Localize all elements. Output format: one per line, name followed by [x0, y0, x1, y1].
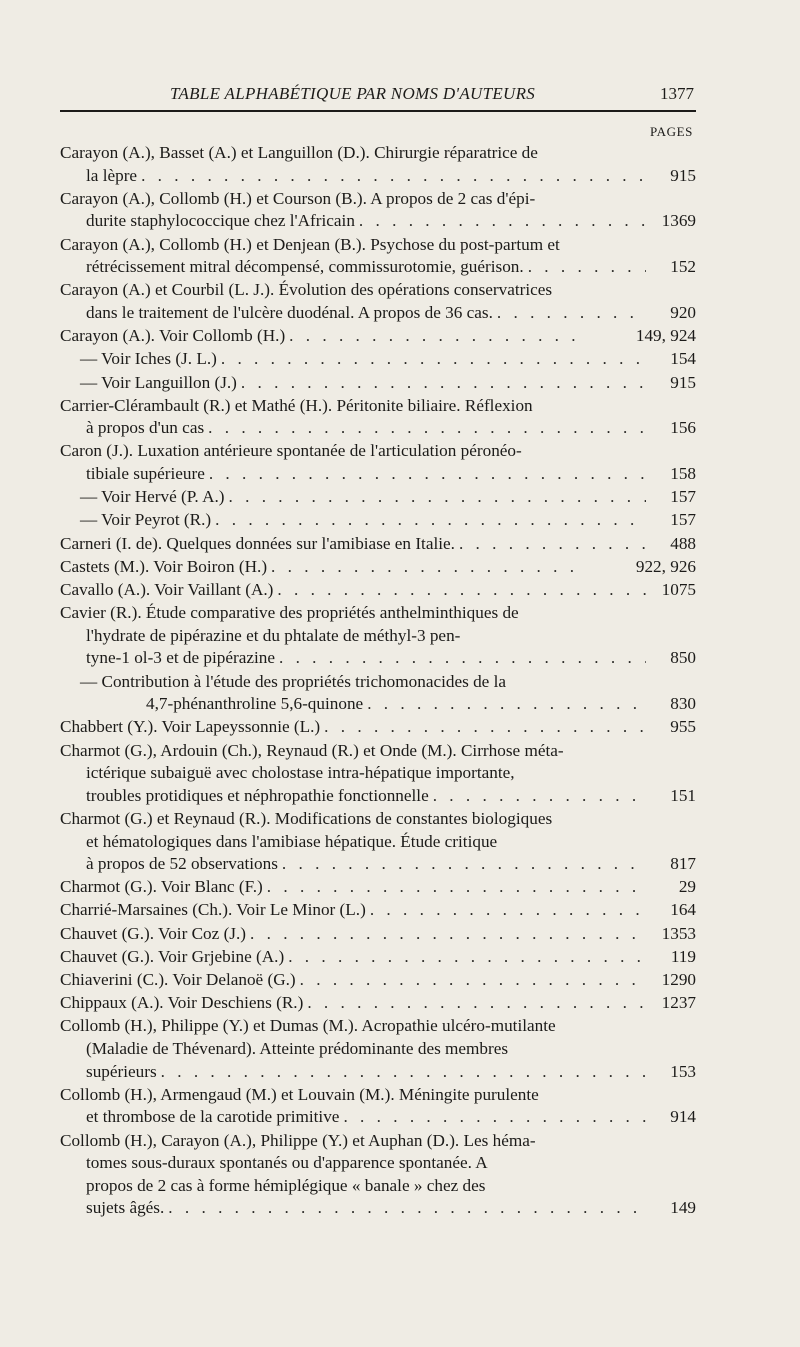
index-entry — [60, 533, 696, 556]
leader-dots — [359, 210, 646, 233]
page-reference: 151 — [670, 785, 696, 805]
leader-dots — [459, 533, 646, 556]
index-entry — [60, 509, 696, 532]
page-reference: 157 — [670, 487, 696, 507]
index-entry — [60, 234, 696, 279]
entry-text: Charrié-Marsaines (Ch.). Voir Le Minor (L.) — [60, 900, 366, 920]
page-number: 1377 — [660, 84, 694, 103]
entry-text: Chauvet (G.). Voir Grjebine (A.) — [60, 946, 285, 966]
page-reference: 850 — [670, 648, 696, 668]
entry-text: Cavallo (A.). Voir Vaillant (A.) — [60, 580, 274, 599]
index-entry — [60, 1084, 696, 1129]
entry-text: Collomb (H.), Philippe (Y.) et Dumas (M.). Acropathie ulcéro-mutilante — [60, 1016, 556, 1036]
leader-dots — [271, 556, 576, 579]
entry-line — [60, 142, 696, 165]
entry-last-line — [60, 923, 696, 946]
entry-last-line — [60, 417, 696, 440]
index-entry — [60, 142, 696, 187]
page-reference: 488 — [670, 533, 696, 553]
entry-last-line — [60, 693, 696, 716]
pages-column-heading: PAGES — [650, 124, 693, 139]
entry-line — [60, 1152, 696, 1175]
entry-line — [60, 762, 696, 785]
page-reference: 1075 — [661, 580, 696, 599]
index-entry — [60, 992, 696, 1015]
leader-dots — [528, 256, 646, 279]
page-reference: 154 — [670, 349, 696, 369]
leader-dots — [282, 853, 646, 876]
page-reference: 149, 924 — [635, 326, 696, 346]
page-reference: 157 — [670, 510, 696, 530]
entry-text: Carayon (A.). Voir Collomb (H.) — [60, 326, 286, 346]
leader-dots — [300, 969, 646, 992]
index-entry — [60, 808, 696, 876]
entry-text: Carayon (A.) et Courbil (L. J.). Évolution des opérations conservatrices — [60, 280, 553, 300]
index-entry — [60, 440, 696, 485]
index-entry — [60, 602, 696, 670]
entry-last-line — [60, 1061, 696, 1084]
entry-line — [60, 279, 696, 302]
page-reference: 152 — [670, 257, 696, 277]
entry-last-line — [60, 165, 696, 188]
entry-last-line — [60, 486, 696, 509]
entry-text: 4,7-phénanthroline 5,6-quinone — [146, 694, 364, 714]
entry-text: l'hydrate de pipérazine et du phtalate de méthyl-3 pen- — [86, 625, 461, 645]
entry-line — [60, 740, 696, 763]
entry-text: sujets âgés. — [86, 1198, 165, 1218]
page-reference: 915 — [670, 372, 696, 392]
entry-text: Castets (M.). Voir Boiron (H.) — [60, 556, 268, 576]
author-index-list — [60, 142, 696, 1221]
entry-last-line — [60, 899, 696, 922]
page-reference: 1237 — [661, 993, 696, 1013]
entry-text: — Voir Peyrot (R.) — [80, 510, 212, 530]
entry-last-line — [60, 325, 696, 348]
index-entry — [60, 556, 696, 579]
entry-line — [60, 395, 696, 418]
entry-text: (Maladie de Thévenard). Atteinte prédominante des membres — [86, 1039, 509, 1058]
leader-dots — [229, 486, 647, 509]
page-reference: 1290 — [661, 970, 696, 990]
entry-last-line — [60, 1106, 696, 1129]
index-entry — [60, 899, 696, 922]
entry-last-line — [60, 785, 696, 808]
entry-last-line — [60, 647, 696, 670]
leader-dots — [289, 325, 576, 348]
entry-text: Collomb (H.), Carayon (A.), Philippe (Y.) et Auphan (D.). Les héma- — [60, 1130, 536, 1150]
entry-last-line — [60, 992, 696, 1015]
entry-line — [60, 808, 696, 831]
entry-text: tyne-1 ol-3 et de pipérazine — [86, 648, 275, 668]
page-reference: 830 — [670, 694, 696, 714]
index-entry — [60, 716, 696, 739]
index-entry — [60, 740, 696, 808]
entry-line — [60, 1130, 696, 1153]
leader-dots — [367, 693, 646, 716]
page-reference: 914 — [670, 1107, 696, 1127]
page-reference: 922, 926 — [635, 556, 696, 576]
entry-last-line — [60, 556, 696, 579]
index-entry — [60, 1130, 696, 1220]
entry-text: Chabbert (Y.). Voir Lapeyssonnie (L.) — [60, 717, 321, 737]
page-reference: 158 — [670, 464, 696, 484]
entry-text: Chippaux (A.). Voir Deschiens (R.) — [60, 993, 304, 1013]
page-reference: 920 — [670, 302, 696, 322]
header-rule — [60, 110, 696, 112]
entry-last-line — [60, 210, 696, 233]
index-entry — [60, 946, 696, 969]
entry-text: Carayon (A.), Basset (A.) et Languillon (D.). Chirurgie réparatrice de — [60, 143, 538, 162]
index-entry — [60, 279, 696, 324]
page-reference: 1353 — [661, 923, 696, 943]
entry-text: — Voir Hervé (P. A.) — [80, 487, 225, 507]
entry-text: Carneri (I. de). Quelques données sur l'amibiase en Italie. — [60, 533, 455, 553]
entry-text: Caron (J.). Luxation antérieure spontanée de l'articulation péronéo- — [60, 441, 522, 461]
entry-text: rétrécissement mitral décompensé, commissurotomie, guérison. — [86, 257, 524, 277]
page-reference: 153 — [670, 1061, 696, 1081]
entry-line — [60, 234, 696, 257]
entry-last-line — [60, 256, 696, 279]
entry-last-line — [60, 716, 696, 739]
leader-dots — [277, 579, 646, 602]
page-reference: 156 — [670, 418, 696, 438]
entry-text: — Contribution à l'étude des propriétés trichomonacides de la — [80, 671, 506, 691]
entry-text: Chauvet (G.). Voir Coz (J.) — [60, 923, 247, 943]
entry-text: Carayon (A.), Collomb (H.) et Courson (B.). A propos de 2 cas d'épi- — [60, 188, 536, 208]
index-entry — [60, 325, 696, 348]
leader-dots — [215, 509, 646, 532]
entry-last-line — [60, 969, 696, 992]
entry-text: Carrier-Clérambault (R.) et Mathé (H.). Péritonite biliaire. Réflexion — [60, 395, 533, 415]
entry-text: Cavier (R.). Étude comparative des propriétés anthelminthiques de — [60, 603, 519, 623]
entry-line — [60, 1015, 696, 1038]
leader-dots — [209, 463, 646, 486]
entry-text: troubles protidiques et néphropathie fonctionnelle — [86, 785, 429, 805]
index-entry — [60, 372, 696, 395]
leader-dots — [307, 992, 646, 1015]
entry-line — [60, 440, 696, 463]
entry-text: dans le traitement de l'ulcère duodénal. A propos de 36 cas. — [86, 302, 493, 322]
entry-text: propos de 2 cas à forme hémiplégique « banale » chez des — [86, 1175, 486, 1195]
leader-dots — [141, 165, 646, 188]
entry-last-line — [60, 463, 696, 486]
entry-last-line — [60, 853, 696, 876]
leader-dots — [279, 647, 646, 670]
leader-dots — [288, 946, 646, 969]
entry-last-line — [60, 372, 696, 395]
entry-text: Charmot (G.) et Reynaud (R.). Modifications de constantes biologiques — [60, 808, 553, 828]
entry-line — [60, 602, 696, 625]
entry-line — [60, 831, 696, 854]
leader-dots — [433, 785, 646, 808]
leader-dots — [324, 716, 646, 739]
entry-text: tibiale supérieure — [86, 464, 205, 484]
leader-dots — [168, 1197, 646, 1220]
entry-text: la lèpre — [86, 165, 138, 185]
entry-text: tomes sous-duraux spontanés ou d'apparence spontanée. A — [86, 1153, 488, 1173]
entry-last-line — [60, 1197, 696, 1220]
entry-last-line — [60, 946, 696, 969]
entry-line — [60, 1038, 696, 1061]
leader-dots — [161, 1061, 646, 1084]
entry-last-line — [60, 302, 696, 325]
entry-text: Charmot (G.), Ardouin (Ch.), Reynaud (R.) et Onde (M.). Cirrhose méta- — [60, 740, 564, 760]
leader-dots — [267, 876, 646, 899]
page-reference: 955 — [670, 717, 696, 737]
entry-last-line — [60, 533, 696, 556]
entry-text: Charmot (G.). Voir Blanc (F.) — [60, 877, 263, 897]
leader-dots — [250, 923, 646, 946]
page-reference: 1369 — [661, 211, 696, 231]
index-entry — [60, 923, 696, 946]
entry-text: Chiaverini (C.). Voir Delanoë (G.) — [60, 970, 296, 990]
entry-last-line — [60, 579, 696, 602]
entry-line — [60, 625, 696, 648]
entry-text: — Voir Languillon (J.) — [80, 372, 237, 392]
entry-text: à propos de 52 observations — [86, 854, 278, 874]
entry-text: et hématologiques dans l'amibiase hépatique. Étude critique — [86, 831, 498, 851]
index-entry — [60, 188, 696, 233]
running-title: TABLE ALPHABÉTIQUE PAR NOMS D'AUTEURS — [170, 84, 536, 103]
index-entry — [60, 395, 696, 440]
leader-dots — [343, 1106, 646, 1129]
entry-text: — Voir Iches (J. L.) — [80, 349, 217, 369]
entry-last-line — [60, 348, 696, 371]
entry-text: et thrombose de la carotide primitive — [86, 1107, 340, 1127]
leader-dots — [241, 372, 646, 395]
page-reference: 29 — [678, 877, 696, 897]
page-reference: 119 — [670, 946, 696, 966]
page-reference: 149 — [670, 1198, 696, 1218]
page-reference: 915 — [670, 165, 696, 185]
index-entry — [60, 671, 696, 716]
leader-dots — [221, 348, 646, 371]
entry-text: durite staphylococcique chez l'Africain — [86, 211, 355, 231]
entry-text: supérieurs — [86, 1061, 157, 1081]
entry-line — [60, 671, 696, 694]
entry-text: à propos d'un cas — [86, 418, 205, 438]
entry-text: ictérique subaiguë avec cholostase intra-hépatique importante, — [86, 763, 515, 783]
entry-line — [60, 188, 696, 211]
index-entry — [60, 486, 696, 509]
page-reference: 817 — [670, 854, 696, 874]
index-entry — [60, 1015, 696, 1083]
entry-line — [60, 1084, 696, 1107]
entry-last-line — [60, 876, 696, 899]
entry-line — [60, 1175, 696, 1198]
index-entry — [60, 969, 696, 992]
index-entry — [60, 876, 696, 899]
index-entry — [60, 348, 696, 371]
entry-text: Carayon (A.), Collomb (H.) et Denjean (B.). Psychose du post-partum et — [60, 234, 560, 254]
entry-last-line — [60, 509, 696, 532]
page-reference: 164 — [670, 900, 696, 920]
leader-dots — [370, 899, 646, 922]
index-entry — [60, 579, 696, 602]
leader-dots — [208, 417, 646, 440]
leader-dots — [497, 302, 646, 325]
entry-text: Collomb (H.), Armengaud (M.) et Louvain (M.). Méningite purulente — [60, 1084, 539, 1104]
